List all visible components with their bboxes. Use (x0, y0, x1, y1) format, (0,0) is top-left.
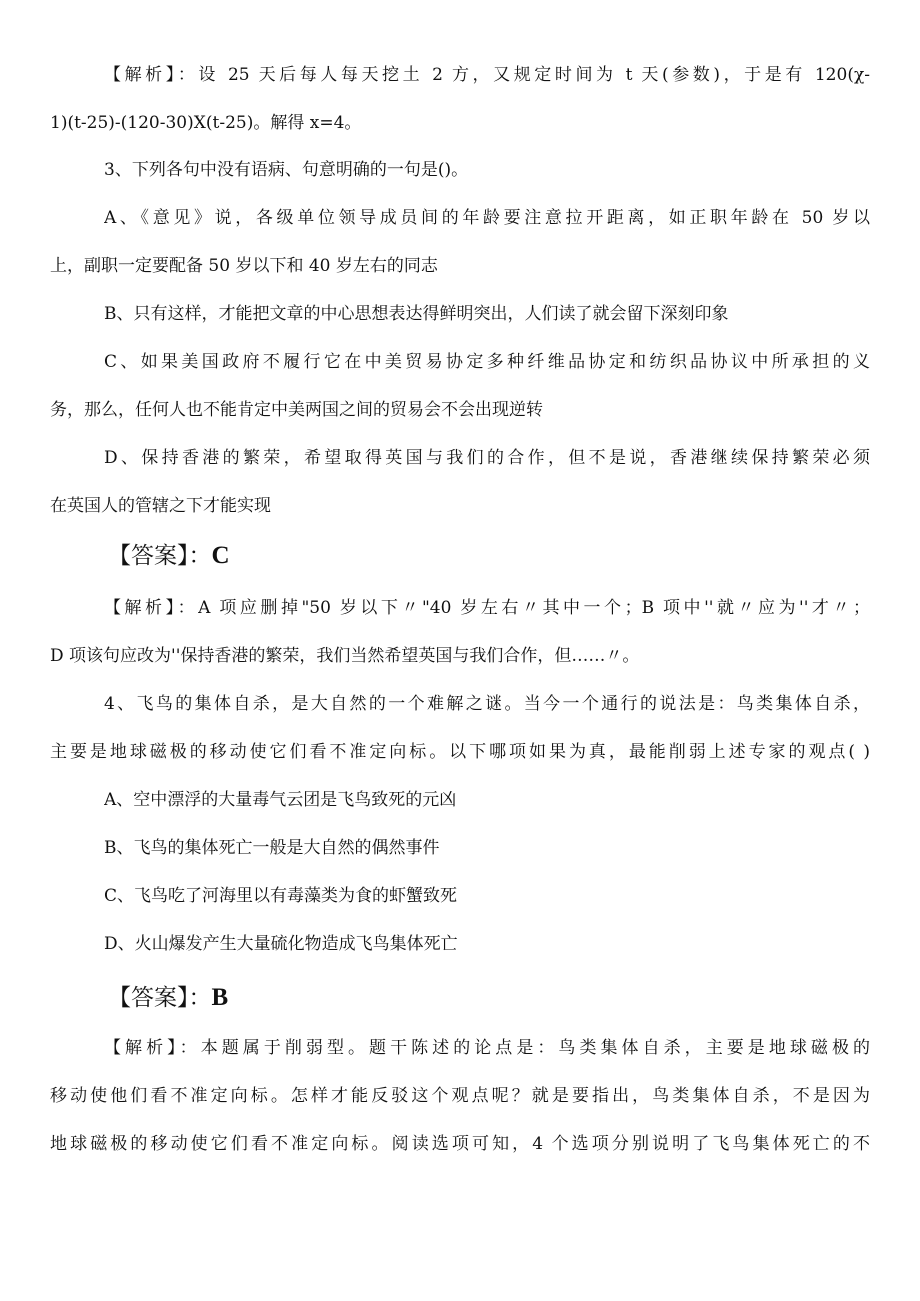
option-c: C、飞鸟吃了河海里以有毒藻类为食的虾蟹致死 (104, 886, 458, 906)
option-d: D、火山爆发产生大量硫化物造成飞鸟集体死亡 (104, 934, 458, 954)
explanation-line: 地球磁极的移动使它们看不准定向标。阅读选项可知，4 个选项分别说明了飞鸟集体死亡的不 (50, 1134, 870, 1154)
option-c-line: C、如果美国政府不履行它在中美贸易协定多种纤维品协定和纺织品协议中所承担的义 (104, 352, 870, 372)
option-b: B、只有这样，才能把文章的中心思想表达得鲜明突出，人们读了就会留下深刻印象 (104, 304, 729, 324)
analysis-line: 1)(t-25)-(120-30)X(t-25)。解得 x=4。 (50, 113, 362, 133)
option-a: A、空中漂浮的大量毒气云团是飞鸟致死的元凶 (104, 790, 457, 810)
question-4-stem: 4、飞鸟的集体自杀，是大自然的一个难解之谜。当今一个通行的说法是：鸟类集体自杀， (104, 694, 870, 714)
explanation-line: 【解析】：A 项应删掉"50 岁以下〃"40 岁左右〃其中一个；B 项中''就〃应为''才〃； (104, 598, 870, 618)
explanation-line: D 项该句应改为''保持香港的繁荣，我们当然希望英国与我们合作，但……〃。 (50, 646, 640, 666)
answer-letter: B (211, 984, 229, 1011)
answer-letter: C (211, 542, 230, 569)
option-d-line: D、保持香港的繁荣，希望取得英国与我们的合作，但不是说，香港继续保持繁荣必须 (104, 448, 870, 468)
question-3-stem: 3、下列各句中没有语病、句意明确的一句是()。 (104, 160, 469, 180)
option-d-line: 在英国人的管辖之下才能实现 (50, 496, 271, 516)
question-4-stem: 主要是地球磁极的移动使它们看不准定向标。以下哪项如果为真，最能削弱上述专家的观点( ) (50, 742, 870, 762)
option-a-line: 上，副职一定要配备 50 岁以下和 40 岁左右的同志 (50, 256, 438, 276)
answer-label: 【答案】： (108, 543, 212, 569)
explanation-line: 【解析】：本题属于削弱型。题干陈述的论点是：鸟类集体自杀，主要是地球磁极的 (104, 1038, 870, 1058)
option-b: B、飞鸟的集体死亡一般是大自然的偶然事件 (104, 838, 440, 858)
option-c-line: 务，那么，任何人也不能肯定中美两国之间的贸易会不会出现逆转 (50, 400, 543, 420)
answer-heading (108, 983, 228, 1013)
explanation-line: 移动使他们看不准定向标。怎样才能反驳这个观点呢？就是要指出，鸟类集体自杀，不是因为 (50, 1086, 870, 1106)
answer-heading (108, 541, 230, 571)
analysis-line: 【解析】：设 25 天后每人每天挖土 2 方，又规定时间为 t 天(参数)，于是有 120(χ- (104, 65, 870, 85)
answer-label: 【答案】： (108, 985, 212, 1011)
option-a-line: A、《意见》说，各级单位领导成员间的年龄要注意拉开距离，如正职年龄在 50 岁以 (104, 208, 870, 228)
